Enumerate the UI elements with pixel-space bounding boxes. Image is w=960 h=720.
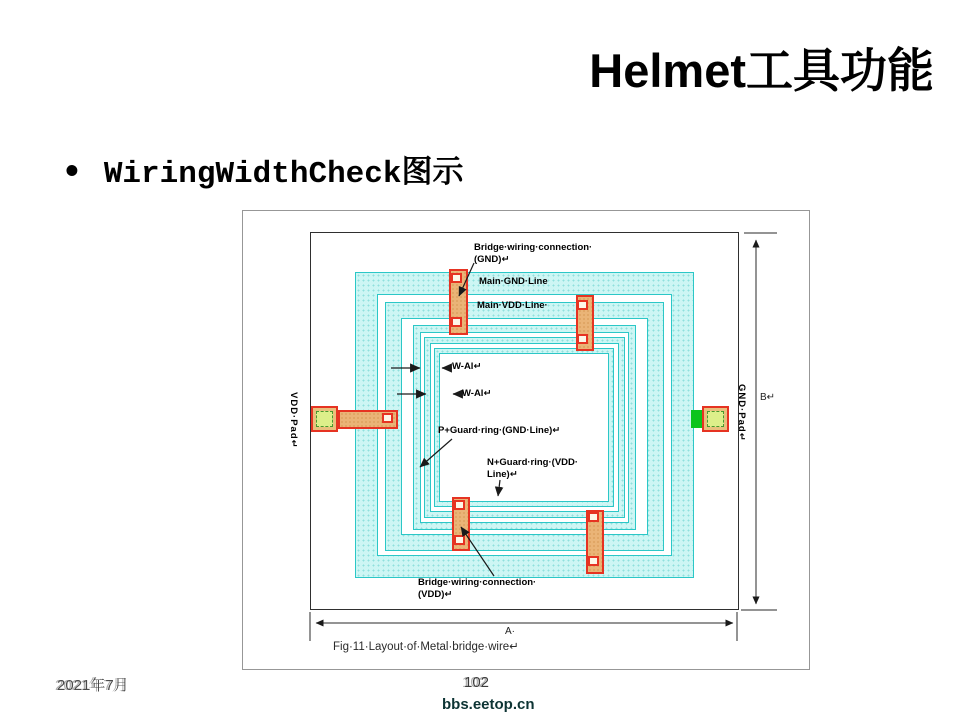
- via-icon: [454, 535, 465, 545]
- via-icon: [451, 273, 462, 283]
- label-p-guard-ring: P+Guard·ring·(GND·Line)↵: [438, 425, 561, 436]
- via-icon: [454, 500, 465, 510]
- label-w-al-2: W-Al↵: [462, 388, 492, 399]
- label-bridge-gnd: [474, 242, 592, 266]
- bullet-item: [62, 146, 463, 192]
- gnd-pad: [702, 406, 729, 432]
- label-line: N+Guard·ring·(VDD·: [487, 457, 579, 468]
- bullet-icon: •: [62, 154, 82, 190]
- dimension-a-label: A·: [505, 626, 515, 637]
- label-main-vdd-line: Main·VDD·Line·: [477, 300, 548, 311]
- footer-date: 2021年7月: [57, 677, 129, 694]
- label-line: (GND)↵: [474, 254, 510, 265]
- via-icon: [382, 413, 393, 423]
- page-number: 102: [464, 674, 490, 691]
- dimension-b-label: B↵: [760, 392, 776, 403]
- label-w-al-1: W-Al↵: [452, 361, 482, 372]
- label-bridge-vdd: [418, 577, 536, 601]
- vdd-pad: [311, 406, 338, 432]
- pad-opening-icon: [707, 411, 724, 427]
- pad-opening-icon: [316, 411, 333, 427]
- label-line: Line)↵: [487, 469, 518, 480]
- watermark: bbs.eetop.cn: [442, 696, 535, 713]
- page-title: Helmet工具功能: [589, 44, 934, 97]
- label-n-guard-ring: [487, 457, 578, 481]
- via-icon: [588, 512, 599, 522]
- via-icon: [588, 556, 599, 566]
- figure-caption: Fig·11·Layout·of·Metal·bridge·wire↵: [333, 641, 519, 653]
- label-line: Bridge·wiring·connection·: [418, 577, 537, 588]
- label-line: Bridge·wiring·connection·: [474, 242, 593, 253]
- via-icon: [451, 317, 462, 327]
- via-icon: [577, 300, 588, 310]
- label-line: (VDD)↵: [418, 589, 453, 600]
- via-icon: [577, 334, 588, 344]
- label-main-gnd-line: Main·GND·Line: [479, 276, 548, 287]
- label-vdd-pad: VDD·Pad↵: [288, 392, 299, 449]
- label-gnd-pad: GND·Pad↵: [736, 384, 747, 442]
- bullet-text: WiringWidthCheck图示: [103, 157, 464, 192]
